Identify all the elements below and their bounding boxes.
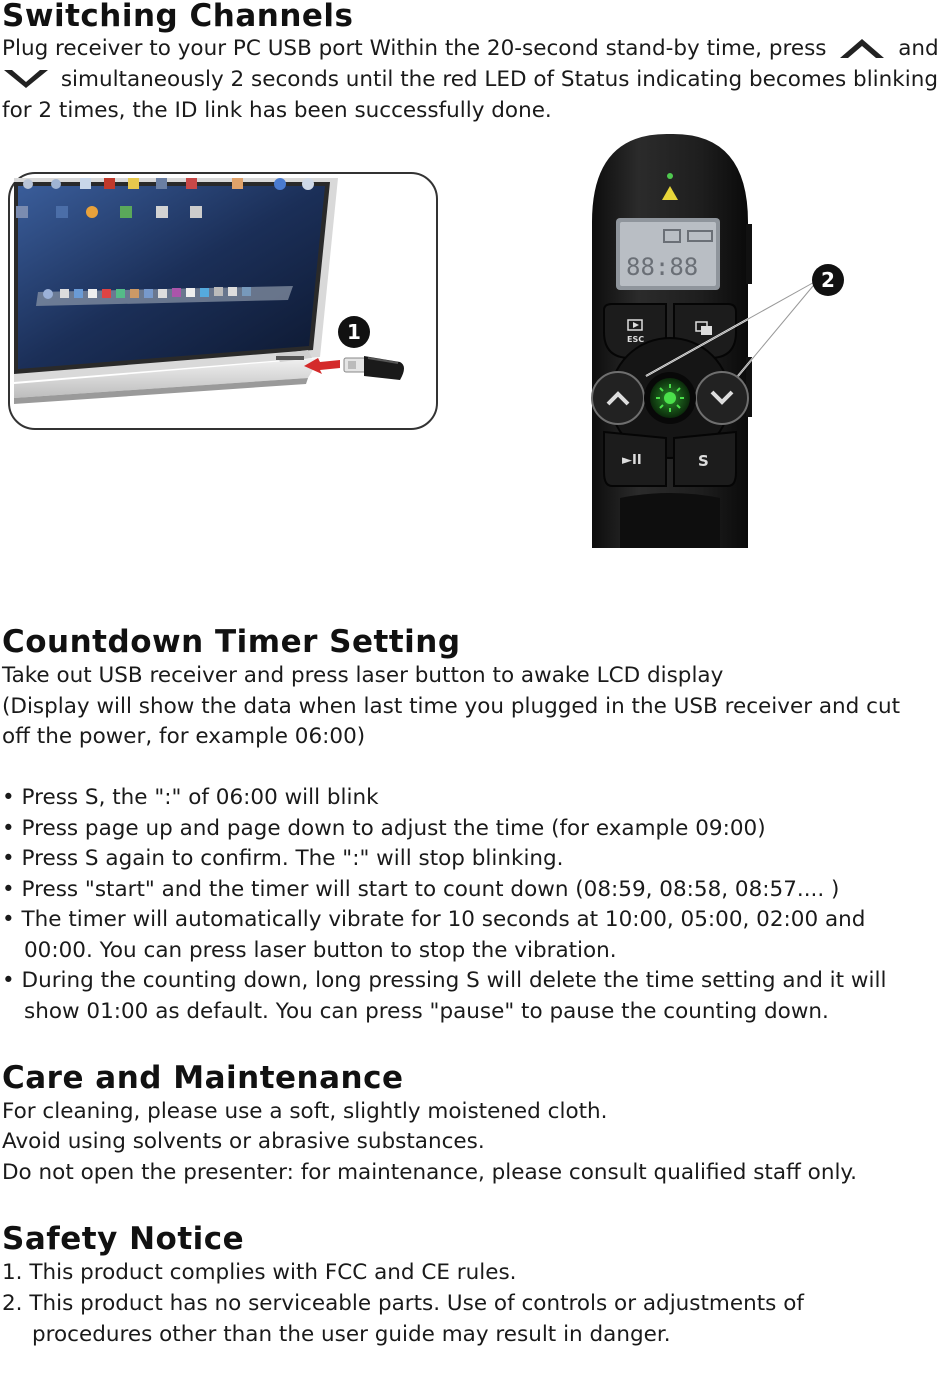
countdown-bullet-6: • During the counting down, long pressing S will delete the time setting and it will show 01:00 as default. You can press "pause" to pause the counting down. bbox=[2, 968, 887, 1024]
switching-line-3: for 2 times, the ID link has been successfully done. bbox=[2, 98, 552, 123]
countdown-intro-3: off the power, for example 06:00) bbox=[2, 724, 366, 749]
switching-line-1 bbox=[2, 34, 946, 65]
play-pause-label: ►II bbox=[622, 453, 642, 468]
s-button-label: S bbox=[698, 452, 709, 470]
page-down-icon bbox=[2, 66, 50, 90]
safety-item-1: 1. This product complies with FCC and CE rules. bbox=[2, 1260, 517, 1285]
callout-2-badge bbox=[812, 264, 844, 296]
countdown-bullet-5: • The timer will automatically vibrate for 10 seconds at 10:00, 05:00, 02:00 and 00:00. You can press laser button to stop the vibration. bbox=[2, 907, 866, 963]
countdown-bullet-1: • Press S, the ":" of 06:00 will blink bbox=[2, 785, 379, 810]
page-up-icon bbox=[836, 34, 888, 60]
care-line-1: For cleaning, please use a soft, slightly moistened cloth. bbox=[2, 1099, 608, 1124]
switching-text-1b: and bbox=[898, 36, 939, 61]
section-title-switching: Switching Channels bbox=[2, 0, 354, 34]
section-title-care: Care and Maintenance bbox=[2, 1060, 404, 1096]
presenter-figure bbox=[590, 132, 850, 550]
laptop-illustration bbox=[8, 172, 438, 430]
presenter-illustration bbox=[590, 132, 850, 550]
countdown-bullet-2: • Press page up and page down to adjust the time (for example 09:00) bbox=[2, 816, 766, 841]
countdown-intro-2: (Display will show the data when last time you plugged in the USB receiver and cut bbox=[2, 694, 901, 719]
care-line-2: Avoid using solvents or abrasive substances. bbox=[2, 1129, 485, 1154]
lcd-display: 88:88 bbox=[626, 253, 699, 281]
callout-1-badge bbox=[338, 316, 370, 348]
countdown-bullet-4: • Press "start" and the timer will start to count down (08:59, 08:58, 08:57.... ) bbox=[2, 877, 840, 902]
callout-2-label: 2 bbox=[821, 268, 835, 292]
section-title-safety: Safety Notice bbox=[2, 1221, 245, 1257]
countdown-intro-1: Take out USB receiver and press laser button to awake LCD display bbox=[2, 663, 724, 688]
safety-item-2: 2. This product has no serviceable parts. Use of controls or adjustments of procedures other than the user guide may result in danger. bbox=[2, 1291, 804, 1347]
switching-text-1a: Plug receiver to your PC USB port Within the 20-second stand-by time, press bbox=[2, 36, 827, 61]
care-line-3: Do not open the presenter: for maintenance, please consult qualified staff only. bbox=[2, 1160, 857, 1185]
laptop-figure bbox=[8, 172, 438, 430]
callout-1-label: 1 bbox=[347, 320, 361, 344]
switching-text-2: simultaneously 2 seconds until the red LED of Status indicating becomes blinking bbox=[60, 67, 938, 92]
esc-label: ESC bbox=[627, 335, 645, 344]
switching-line-2 bbox=[2, 65, 946, 96]
section-title-countdown: Countdown Timer Setting bbox=[2, 624, 461, 660]
countdown-bullet-3: • Press S again to confirm. The ":" will stop blinking. bbox=[2, 846, 564, 871]
